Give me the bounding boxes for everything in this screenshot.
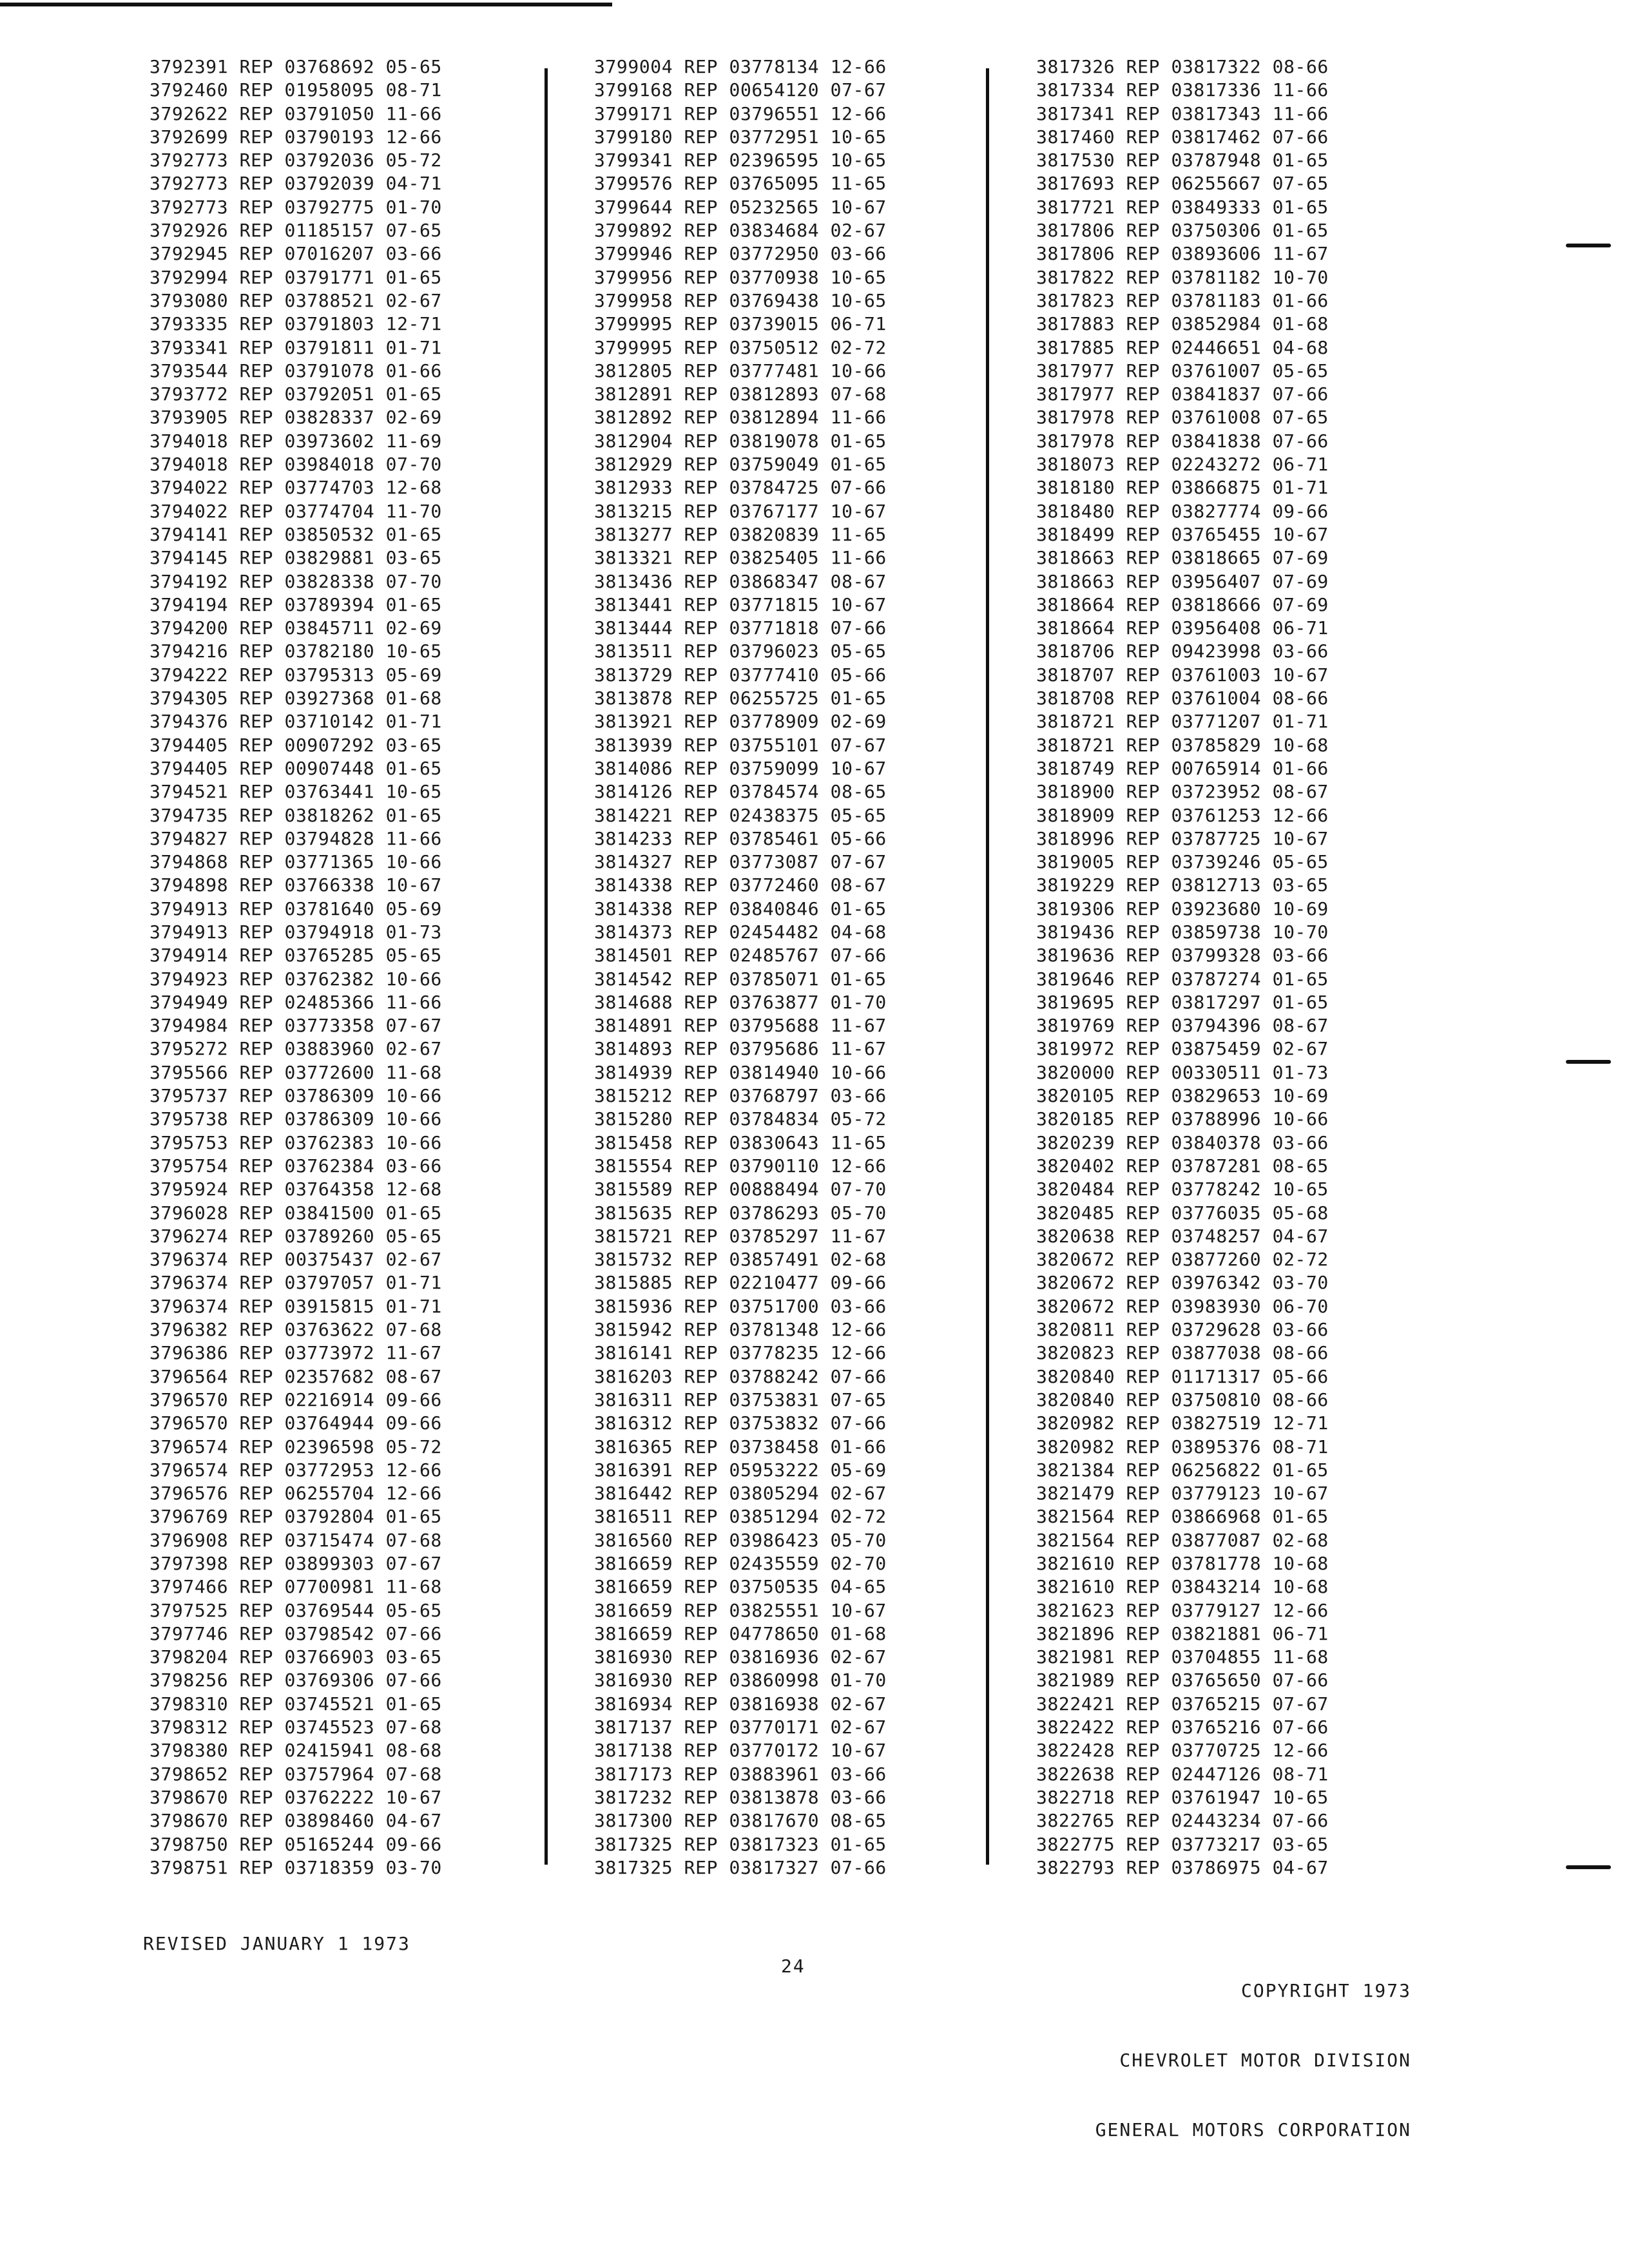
- part-row: 3817978 REP 03841838 07-66: [1036, 430, 1329, 452]
- part-row: 3819306 REP 03923680 10-69: [1036, 898, 1329, 919]
- part-row: 3799956 REP 03770938 10-65: [594, 266, 887, 288]
- part-row: 3798652 REP 03757964 07-68: [149, 1763, 442, 1785]
- part-row: 3817138 REP 03770172 10-67: [594, 1740, 887, 1762]
- part-row: 3817883 REP 03852984 01-68: [1036, 313, 1329, 335]
- part-row: 3799180 REP 03772951 10-65: [594, 126, 887, 148]
- parts-column-3: [1036, 55, 1329, 1879]
- part-row: 3799946 REP 03772950 03-66: [594, 243, 887, 265]
- part-row: 3813729 REP 03777410 05-66: [594, 664, 887, 686]
- part-row: 3794145 REP 03829881 03-65: [149, 547, 442, 569]
- part-row: 3817530 REP 03787948 01-65: [1036, 149, 1329, 171]
- part-row: 3794192 REP 03828338 07-70: [149, 570, 442, 592]
- part-row: 3796028 REP 03841500 01-65: [149, 1202, 442, 1224]
- part-row: 3793772 REP 03792051 01-65: [149, 383, 442, 405]
- part-row: 3792699 REP 03790193 12-66: [149, 126, 442, 148]
- part-row: 3792994 REP 03791771 01-65: [149, 266, 442, 288]
- part-row: 3820185 REP 03788996 10-66: [1036, 1108, 1329, 1130]
- part-row: 3819636 REP 03799328 03-66: [1036, 945, 1329, 966]
- margin-mark-2: [1566, 1060, 1611, 1064]
- part-row: 3794200 REP 03845711 02-69: [149, 617, 442, 639]
- part-row: 3798310 REP 03745521 01-65: [149, 1693, 442, 1715]
- part-row: 3794898 REP 03766338 10-67: [149, 874, 442, 896]
- part-row: 3820982 REP 03895376 08-71: [1036, 1436, 1329, 1457]
- part-row: 3819436 REP 03859738 10-70: [1036, 921, 1329, 943]
- part-row: 3796374 REP 00375437 02-67: [149, 1249, 442, 1271]
- part-row: 3816659 REP 03825551 10-67: [594, 1599, 887, 1621]
- part-row: 3817334 REP 03817336 11-66: [1036, 79, 1329, 101]
- part-row: 3818664 REP 03956408 06-71: [1036, 617, 1329, 639]
- part-row: 3814893 REP 03795686 11-67: [594, 1038, 887, 1060]
- part-row: 3817822 REP 03781182 10-70: [1036, 266, 1329, 288]
- part-row: 3821564 REP 03866968 01-65: [1036, 1506, 1329, 1528]
- part-row: 3814891 REP 03795688 11-67: [594, 1015, 887, 1037]
- part-row: 3818749 REP 00765914 01-66: [1036, 757, 1329, 779]
- part-row: 3814338 REP 03772460 08-67: [594, 874, 887, 896]
- part-row: 3816930 REP 03816936 02-67: [594, 1646, 887, 1668]
- part-row: 3817341 REP 03817343 11-66: [1036, 102, 1329, 124]
- part-row: 3818073 REP 02243272 06-71: [1036, 454, 1329, 476]
- part-row: 3796374 REP 03797057 01-71: [149, 1272, 442, 1294]
- part-row: 3820672 REP 03976342 03-70: [1036, 1272, 1329, 1294]
- part-row: 3813441 REP 03771815 10-67: [594, 593, 887, 615]
- part-row: 3792773 REP 03792039 04-71: [149, 173, 442, 195]
- part-row: 3798204 REP 03766903 03-65: [149, 1646, 442, 1668]
- division-line: CHEVROLET MOTOR DIVISION: [1119, 2050, 1411, 2071]
- part-row: 3793080 REP 03788521 02-67: [149, 289, 442, 311]
- part-row: 3814542 REP 03785071 01-65: [594, 968, 887, 990]
- part-row: 3799644 REP 05232565 10-67: [594, 196, 887, 218]
- part-row: 3820402 REP 03787281 08-65: [1036, 1155, 1329, 1177]
- part-row: 3798256 REP 03769306 07-66: [149, 1669, 442, 1691]
- part-row: 3816442 REP 03805294 02-67: [594, 1483, 887, 1504]
- part-row: 3818480 REP 03827774 09-66: [1036, 500, 1329, 522]
- parts-column-2: [594, 55, 887, 1879]
- part-row: 3792945 REP 07016207 03-66: [149, 243, 442, 265]
- part-row: 3796382 REP 03763622 07-68: [149, 1319, 442, 1341]
- part-row: 3815732 REP 03857491 02-68: [594, 1249, 887, 1271]
- margin-mark-3: [1566, 1865, 1611, 1869]
- part-row: 3799995 REP 03750512 02-72: [594, 336, 887, 358]
- part-row: 3814373 REP 02454482 04-68: [594, 921, 887, 943]
- part-row: 3818721 REP 03771207 01-71: [1036, 711, 1329, 733]
- copyright-line: COPYRIGHT 1973: [1240, 1980, 1411, 2001]
- part-row: 3794018 REP 03984018 07-70: [149, 454, 442, 476]
- part-row: 3794018 REP 03973602 11-69: [149, 430, 442, 452]
- part-row: 3796570 REP 03764944 09-66: [149, 1412, 442, 1434]
- part-row: 3814221 REP 02438375 05-65: [594, 804, 887, 826]
- part-row: 3821384 REP 06256822 01-65: [1036, 1459, 1329, 1481]
- part-row: 3794141 REP 03850532 01-65: [149, 523, 442, 545]
- part-row: 3813878 REP 06255725 01-65: [594, 687, 887, 709]
- part-row: 3794949 REP 02485366 11-66: [149, 991, 442, 1013]
- part-row: 3817978 REP 03761008 07-65: [1036, 407, 1329, 428]
- part-row: 3815635 REP 03786293 05-70: [594, 1202, 887, 1224]
- part-row: 3820811 REP 03729628 03-66: [1036, 1319, 1329, 1341]
- part-row: 3822793 REP 03786975 04-67: [1036, 1856, 1329, 1878]
- part-row: 3815280 REP 03784834 05-72: [594, 1108, 887, 1130]
- part-row: 3813444 REP 03771818 07-66: [594, 617, 887, 639]
- part-row: 3818663 REP 03956407 07-69: [1036, 570, 1329, 592]
- part-row: 3820840 REP 03750810 08-66: [1036, 1389, 1329, 1410]
- part-row: 3818721 REP 03785829 10-68: [1036, 734, 1329, 756]
- part-row: 3812892 REP 03812894 11-66: [594, 407, 887, 428]
- part-row: 3794827 REP 03794828 11-66: [149, 827, 442, 849]
- part-row: 3822421 REP 03765215 07-67: [1036, 1693, 1329, 1715]
- part-row: 3794914 REP 03765285 05-65: [149, 945, 442, 966]
- part-row: 3813277 REP 03820839 11-65: [594, 523, 887, 545]
- part-row: 3796570 REP 02216914 09-66: [149, 1389, 442, 1410]
- part-row: 3795272 REP 03883960 02-67: [149, 1038, 442, 1060]
- part-row: 3797398 REP 03899303 07-67: [149, 1553, 442, 1574]
- part-row: 3817232 REP 03813878 03-66: [594, 1786, 887, 1808]
- part-row: 3792460 REP 01958095 08-71: [149, 79, 442, 101]
- part-row: 3792773 REP 03792036 05-72: [149, 149, 442, 171]
- parts-column-1: [149, 55, 442, 1879]
- part-row: 3796564 REP 02357682 08-67: [149, 1365, 442, 1387]
- part-row: 3820000 REP 00330511 01-73: [1036, 1061, 1329, 1083]
- part-row: 3822422 REP 03765216 07-66: [1036, 1716, 1329, 1738]
- part-row: 3796386 REP 03773972 11-67: [149, 1342, 442, 1364]
- part-row: 3813511 REP 03796023 05-65: [594, 640, 887, 662]
- part-row: 3796908 REP 03715474 07-68: [149, 1529, 442, 1551]
- part-row: 3814939 REP 03814940 10-66: [594, 1061, 887, 1083]
- part-row: 3793544 REP 03791078 01-66: [149, 360, 442, 381]
- part-row: 3817823 REP 03781183 01-66: [1036, 289, 1329, 311]
- part-row: 3819769 REP 03794396 08-67: [1036, 1015, 1329, 1037]
- part-row: 3815936 REP 03751700 03-66: [594, 1295, 887, 1317]
- part-row: 3821896 REP 03821881 06-71: [1036, 1622, 1329, 1644]
- part-row: 3816659 REP 04778650 01-68: [594, 1622, 887, 1644]
- part-row: 3812904 REP 03819078 01-65: [594, 430, 887, 452]
- part-row: 3816560 REP 03986423 05-70: [594, 1529, 887, 1551]
- part-row: 3821479 REP 03779123 10-67: [1036, 1483, 1329, 1504]
- part-row: 3794222 REP 03795313 05-69: [149, 664, 442, 686]
- part-row: 3820982 REP 03827519 12-71: [1036, 1412, 1329, 1434]
- part-row: 3815212 REP 03768797 03-66: [594, 1085, 887, 1107]
- part-row: 3794405 REP 00907448 01-65: [149, 757, 442, 779]
- part-row: 3820823 REP 03877038 08-66: [1036, 1342, 1329, 1364]
- part-row: 3817721 REP 03849333 01-65: [1036, 196, 1329, 218]
- part-row: 3820239 REP 03840378 03-66: [1036, 1131, 1329, 1153]
- part-row: 3819695 REP 03817297 01-65: [1036, 991, 1329, 1013]
- part-row: 3816391 REP 05953222 05-69: [594, 1459, 887, 1481]
- part-row: 3796374 REP 03915815 01-71: [149, 1295, 442, 1317]
- part-row: 3814126 REP 03784574 08-65: [594, 781, 887, 803]
- part-row: 3794305 REP 03927368 01-68: [149, 687, 442, 709]
- page-number: 24: [781, 1956, 805, 1977]
- corporation-line: GENERAL MOTORS CORPORATION: [1095, 2119, 1411, 2140]
- part-row: 3795754 REP 03762384 03-66: [149, 1155, 442, 1177]
- part-row: 3798670 REP 03762222 10-67: [149, 1786, 442, 1808]
- part-row: 3816659 REP 02435559 02-70: [594, 1553, 887, 1574]
- part-row: 3792773 REP 03792775 01-70: [149, 196, 442, 218]
- part-row: 3820638 REP 03748257 04-67: [1036, 1225, 1329, 1247]
- part-row: 3822718 REP 03761947 10-65: [1036, 1786, 1329, 1808]
- part-row: 3821610 REP 03781778 10-68: [1036, 1553, 1329, 1574]
- part-row: 3796769 REP 03792804 01-65: [149, 1506, 442, 1528]
- part-row: 3812933 REP 03784725 07-66: [594, 477, 887, 499]
- part-row: 3814086 REP 03759099 10-67: [594, 757, 887, 779]
- part-row: 3815589 REP 00888494 07-70: [594, 1178, 887, 1200]
- part-row: 3821981 REP 03704855 11-68: [1036, 1646, 1329, 1668]
- part-row: 3794868 REP 03771365 10-66: [149, 851, 442, 873]
- part-row: 3794405 REP 00907292 03-65: [149, 734, 442, 756]
- part-row: 3816930 REP 03860998 01-70: [594, 1669, 887, 1691]
- part-row: 3816365 REP 03738458 01-66: [594, 1436, 887, 1457]
- part-row: 3822638 REP 02447126 08-71: [1036, 1763, 1329, 1785]
- part-row: 3818706 REP 09423998 03-66: [1036, 640, 1329, 662]
- part-row: 3794913 REP 03781640 05-69: [149, 898, 442, 919]
- part-row: 3821989 REP 03765650 07-66: [1036, 1669, 1329, 1691]
- part-row: 3794984 REP 03773358 07-67: [149, 1015, 442, 1037]
- part-row: 3820485 REP 03776035 05-68: [1036, 1202, 1329, 1224]
- part-row: 3820672 REP 03877260 02-72: [1036, 1249, 1329, 1271]
- margin-mark-1: [1566, 244, 1611, 247]
- part-row: 3793335 REP 03791803 12-71: [149, 313, 442, 335]
- top-rule: [0, 3, 612, 6]
- part-row: 3796574 REP 02396598 05-72: [149, 1436, 442, 1457]
- part-row: 3817325 REP 03817327 07-66: [594, 1856, 887, 1878]
- part-row: 3818663 REP 03818665 07-69: [1036, 547, 1329, 569]
- part-row: 3816311 REP 03753831 07-65: [594, 1389, 887, 1410]
- part-row: 3821564 REP 03877087 02-68: [1036, 1529, 1329, 1551]
- part-row: 3794194 REP 03789394 01-65: [149, 593, 442, 615]
- part-row: 3817173 REP 03883961 03-66: [594, 1763, 887, 1785]
- part-row: 3819646 REP 03787274 01-65: [1036, 968, 1329, 990]
- part-row: 3799958 REP 03769438 10-65: [594, 289, 887, 311]
- part-row: 3816934 REP 03816938 02-67: [594, 1693, 887, 1715]
- part-row: 3818708 REP 03761004 08-66: [1036, 687, 1329, 709]
- part-row: 3817137 REP 03770171 02-67: [594, 1716, 887, 1738]
- part-row: 3799892 REP 03834684 02-67: [594, 220, 887, 242]
- part-row: 3822765 REP 02443234 07-66: [1036, 1810, 1329, 1832]
- part-row: 3796576 REP 06255704 12-66: [149, 1483, 442, 1504]
- part-row: 3815458 REP 03830643 11-65: [594, 1131, 887, 1153]
- part-row: 3820105 REP 03829653 10-69: [1036, 1085, 1329, 1107]
- part-row: 3797466 REP 07700981 11-68: [149, 1576, 442, 1598]
- part-row: 3795924 REP 03764358 12-68: [149, 1178, 442, 1200]
- part-row: 3795738 REP 03786309 10-66: [149, 1108, 442, 1130]
- part-row: 3813321 REP 03825405 11-66: [594, 547, 887, 569]
- part-row: 3796574 REP 03772953 12-66: [149, 1459, 442, 1481]
- part-row: 3817460 REP 03817462 07-66: [1036, 126, 1329, 148]
- part-row: 3799168 REP 00654120 07-67: [594, 79, 887, 101]
- part-row: 3816312 REP 03753832 07-66: [594, 1412, 887, 1434]
- part-row: 3814501 REP 02485767 07-66: [594, 945, 887, 966]
- part-row: 3818707 REP 03761003 10-67: [1036, 664, 1329, 686]
- part-row: 3818900 REP 03723952 08-67: [1036, 781, 1329, 803]
- part-row: 3817326 REP 03817322 08-66: [1036, 56, 1329, 77]
- part-row: 3819229 REP 03812713 03-65: [1036, 874, 1329, 896]
- revised-date: REVISED JANUARY 1 1973: [143, 1933, 410, 1954]
- part-row: 3794735 REP 03818262 01-65: [149, 804, 442, 826]
- part-row: 3819005 REP 03739246 05-65: [1036, 851, 1329, 873]
- part-row: 3793905 REP 03828337 02-69: [149, 407, 442, 428]
- part-row: 3818664 REP 03818666 07-69: [1036, 593, 1329, 615]
- part-row: 3820672 REP 03983930 06-70: [1036, 1295, 1329, 1317]
- part-row: 3798380 REP 02415941 08-68: [149, 1740, 442, 1762]
- copyright-block: [1095, 1933, 1411, 2165]
- part-row: 3794022 REP 03774703 12-68: [149, 477, 442, 499]
- part-row: 3817806 REP 03893606 11-67: [1036, 243, 1329, 265]
- part-row: 3815721 REP 03785297 11-67: [594, 1225, 887, 1247]
- part-row: 3812805 REP 03777481 10-66: [594, 360, 887, 381]
- part-row: 3799341 REP 02396595 10-65: [594, 149, 887, 171]
- part-row: 3797525 REP 03769544 05-65: [149, 1599, 442, 1621]
- column-divider-1: [545, 68, 548, 1865]
- part-row: 3818996 REP 03787725 10-67: [1036, 827, 1329, 849]
- part-row: 3794216 REP 03782180 10-65: [149, 640, 442, 662]
- part-row: 3814338 REP 03840846 01-65: [594, 898, 887, 919]
- part-row: 3794022 REP 03774704 11-70: [149, 500, 442, 522]
- part-row: 3812891 REP 03812893 07-68: [594, 383, 887, 405]
- part-row: 3793341 REP 03791811 01-71: [149, 336, 442, 358]
- part-row: 3819972 REP 03875459 02-67: [1036, 1038, 1329, 1060]
- part-row: 3816203 REP 03788242 07-66: [594, 1365, 887, 1387]
- part-row: 3818499 REP 03765455 10-67: [1036, 523, 1329, 545]
- part-row: 3815942 REP 03781348 12-66: [594, 1319, 887, 1341]
- part-row: 3794923 REP 03762382 10-66: [149, 968, 442, 990]
- part-row: 3799995 REP 03739015 06-71: [594, 313, 887, 335]
- part-row: 3798312 REP 03745523 07-68: [149, 1716, 442, 1738]
- part-row: 3799171 REP 03796551 12-66: [594, 102, 887, 124]
- part-row: 3792926 REP 01185157 07-65: [149, 220, 442, 242]
- part-row: 3792391 REP 03768692 05-65: [149, 56, 442, 77]
- part-row: 3813921 REP 03778909 02-69: [594, 711, 887, 733]
- part-row: 3799576 REP 03765095 11-65: [594, 173, 887, 195]
- part-row: 3814233 REP 03785461 05-66: [594, 827, 887, 849]
- part-row: 3815885 REP 02210477 09-66: [594, 1272, 887, 1294]
- part-row: 3813436 REP 03868347 08-67: [594, 570, 887, 592]
- part-row: 3818180 REP 03866875 01-71: [1036, 477, 1329, 499]
- part-row: 3820484 REP 03778242 10-65: [1036, 1178, 1329, 1200]
- part-row: 3798751 REP 03718359 03-70: [149, 1856, 442, 1878]
- part-row: 3817300 REP 03817670 08-65: [594, 1810, 887, 1832]
- part-row: 3821610 REP 03843214 10-68: [1036, 1576, 1329, 1598]
- part-row: 3812929 REP 03759049 01-65: [594, 454, 887, 476]
- part-row: 3813939 REP 03755101 07-67: [594, 734, 887, 756]
- part-row: 3794521 REP 03763441 10-65: [149, 781, 442, 803]
- part-row: 3794376 REP 03710142 01-71: [149, 711, 442, 733]
- part-row: 3815554 REP 03790110 12-66: [594, 1155, 887, 1177]
- part-row: 3814688 REP 03763877 01-70: [594, 991, 887, 1013]
- part-row: 3817325 REP 03817323 01-65: [594, 1833, 887, 1855]
- part-row: 3821623 REP 03779127 12-66: [1036, 1599, 1329, 1621]
- column-divider-2: [986, 68, 989, 1865]
- part-row: 3817977 REP 03841837 07-66: [1036, 383, 1329, 405]
- part-row: 3794913 REP 03794918 01-73: [149, 921, 442, 943]
- part-row: 3813215 REP 03767177 10-67: [594, 500, 887, 522]
- part-row: 3816659 REP 03750535 04-65: [594, 1576, 887, 1598]
- part-row: 3816511 REP 03851294 02-72: [594, 1506, 887, 1528]
- part-row: 3797746 REP 03798542 07-66: [149, 1622, 442, 1644]
- part-row: 3792622 REP 03791050 11-66: [149, 102, 442, 124]
- part-row: 3799004 REP 03778134 12-66: [594, 56, 887, 77]
- part-row: 3817806 REP 03750306 01-65: [1036, 220, 1329, 242]
- part-row: 3816141 REP 03778235 12-66: [594, 1342, 887, 1364]
- part-row: 3817693 REP 06255667 07-65: [1036, 173, 1329, 195]
- part-row: 3822428 REP 03770725 12-66: [1036, 1740, 1329, 1762]
- part-row: 3822775 REP 03773217 03-65: [1036, 1833, 1329, 1855]
- part-row: 3798670 REP 03898460 04-67: [149, 1810, 442, 1832]
- part-row: 3817885 REP 02446651 04-68: [1036, 336, 1329, 358]
- part-row: 3817977 REP 03761007 05-65: [1036, 360, 1329, 381]
- part-row: 3796274 REP 03789260 05-65: [149, 1225, 442, 1247]
- part-row: 3795737 REP 03786309 10-66: [149, 1085, 442, 1107]
- part-row: 3795566 REP 03772600 11-68: [149, 1061, 442, 1083]
- part-row: 3820840 REP 01171317 05-66: [1036, 1365, 1329, 1387]
- part-row: 3818909 REP 03761253 12-66: [1036, 804, 1329, 826]
- part-row: 3795753 REP 03762383 10-66: [149, 1131, 442, 1153]
- part-row: 3798750 REP 05165244 09-66: [149, 1833, 442, 1855]
- part-row: 3814327 REP 03773087 07-67: [594, 851, 887, 873]
